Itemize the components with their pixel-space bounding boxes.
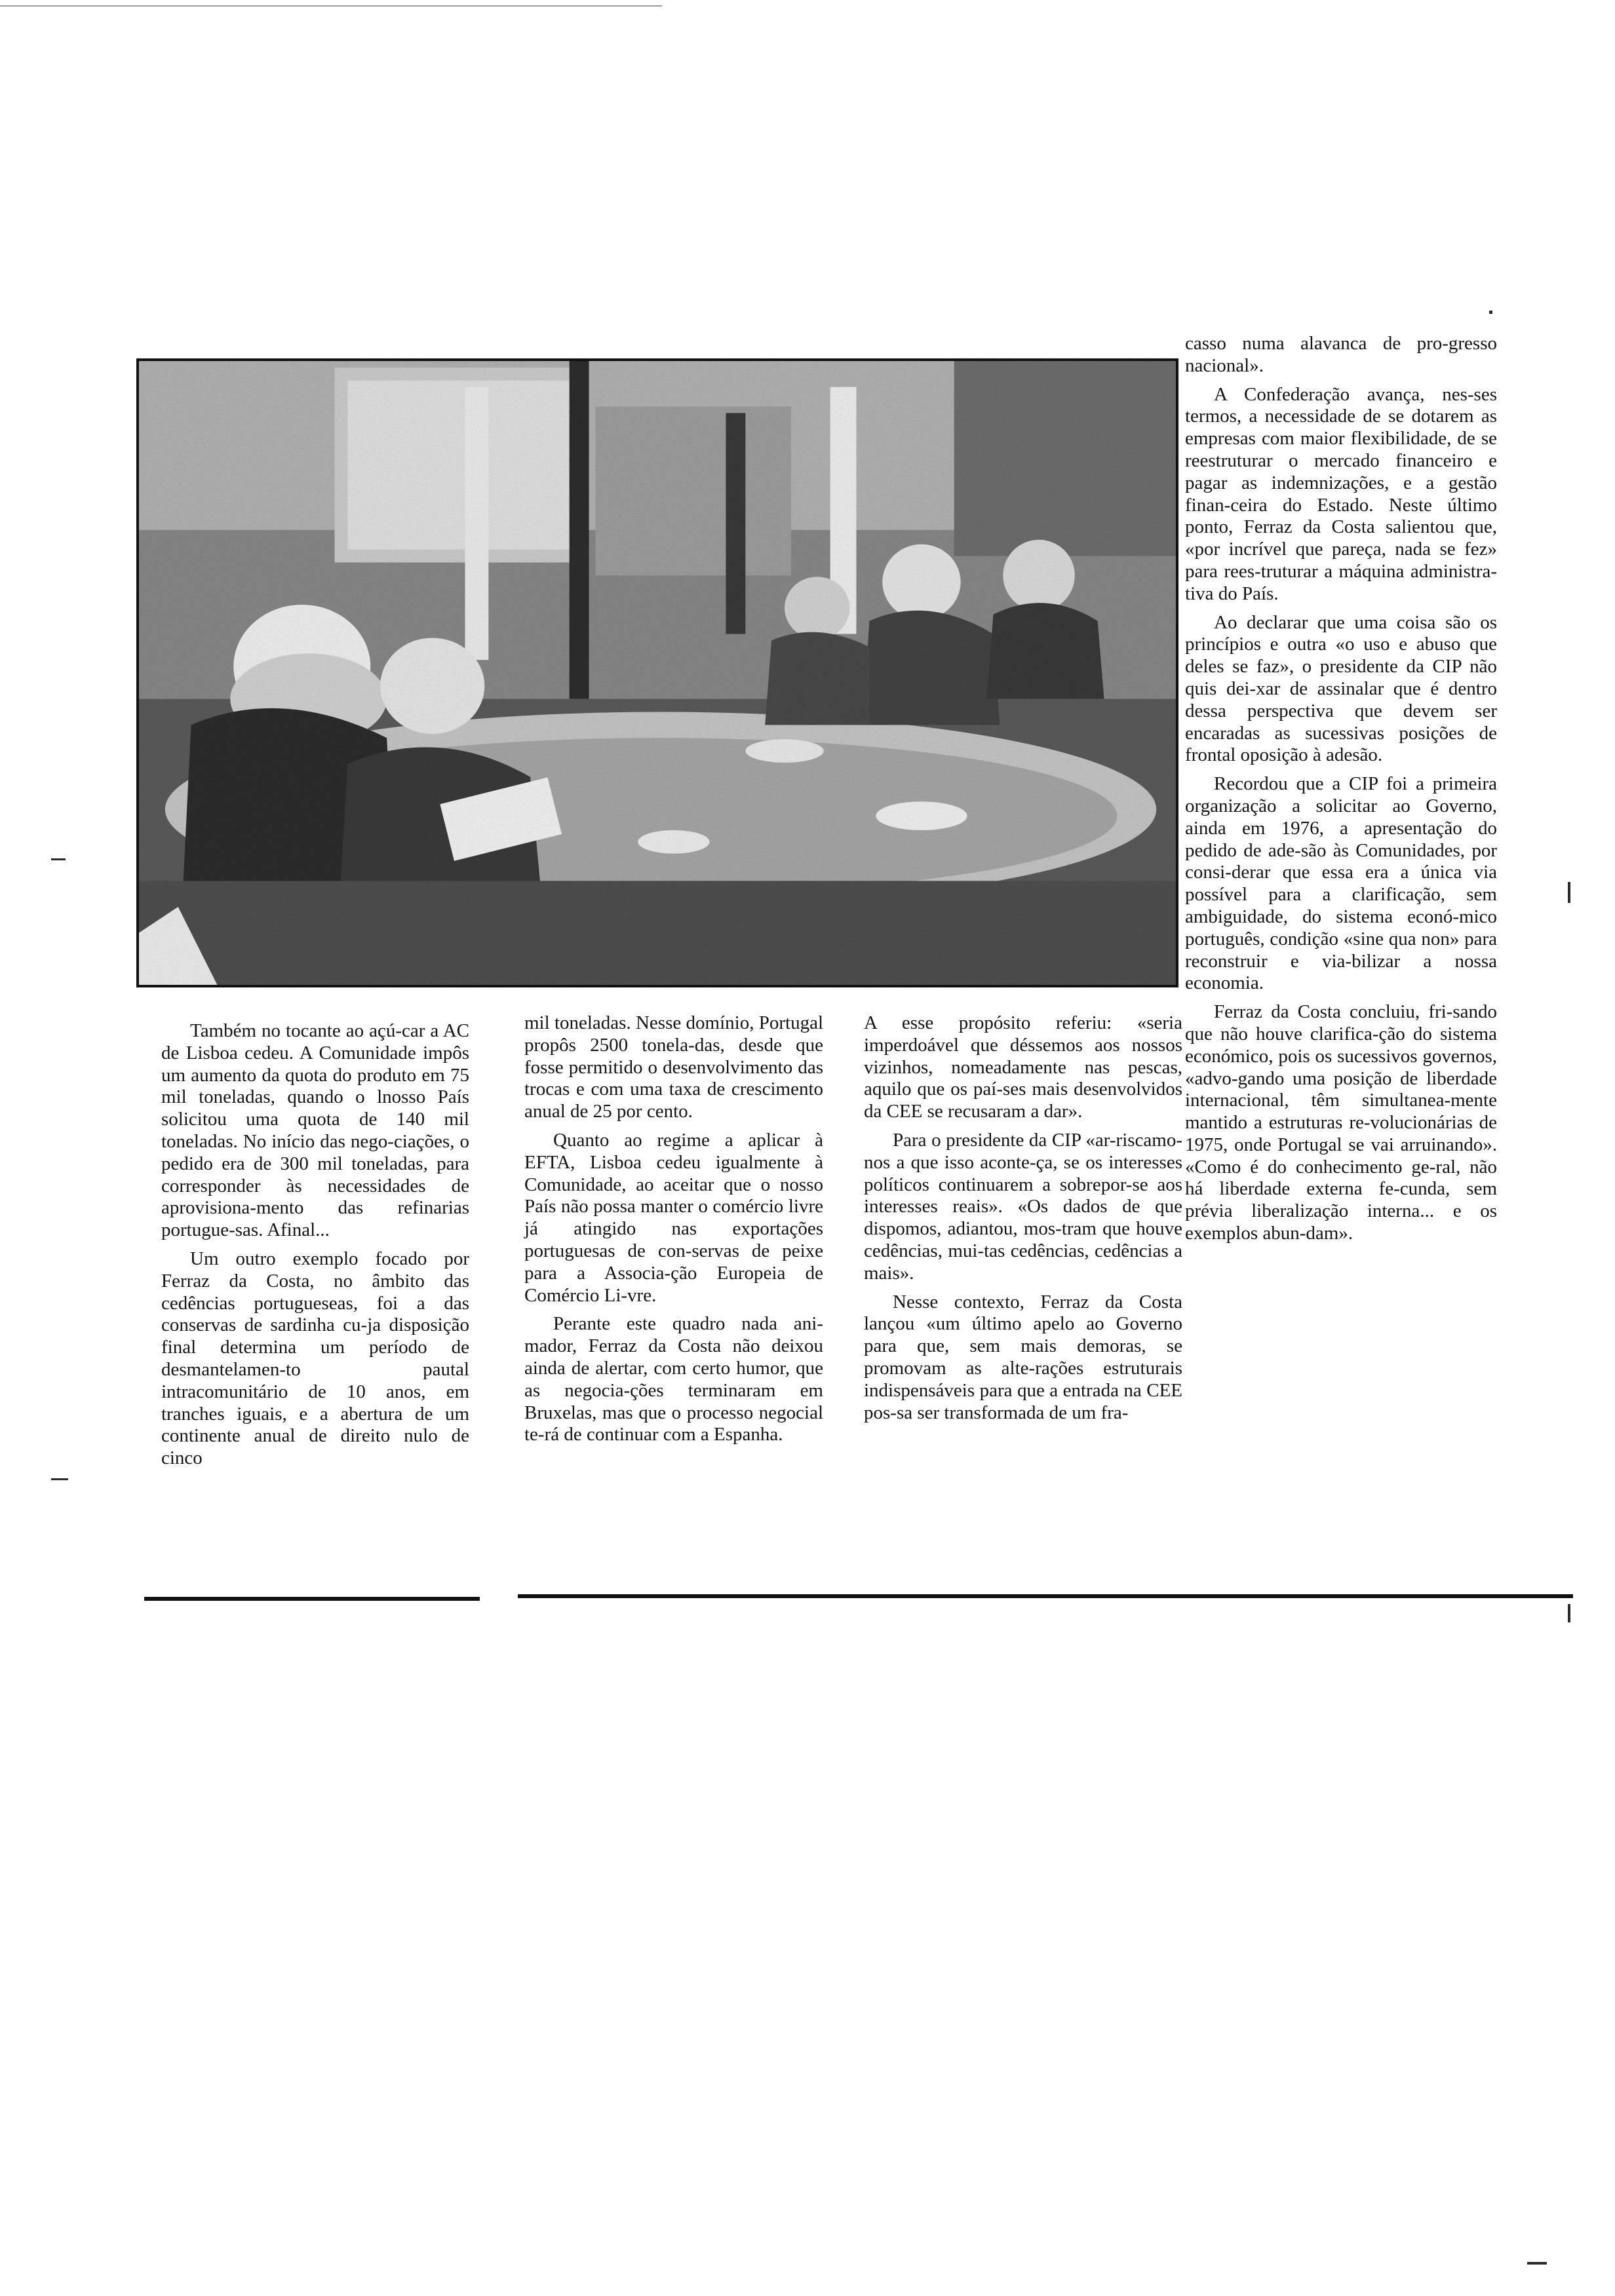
scan-speck bbox=[51, 1478, 68, 1480]
scan-speck bbox=[1568, 1604, 1570, 1622]
article-column-3 bbox=[864, 1012, 1182, 1424]
paragraph: Quanto ao regime a aplicar à EFTA, Lisboa cedeu igualmente à Comunidade, ao aceitar que o nosso País não possa manter o comércio livre já atingido nas exportações portuguesas de con-servas de peixe para a Associa-ção Europeia de Comércio Li-vre. bbox=[524, 1129, 823, 1306]
article-column-4 bbox=[1185, 333, 1497, 1245]
scan-speck bbox=[51, 858, 66, 860]
scan-speck bbox=[1568, 882, 1570, 903]
paragraph: Ao declarar que uma coisa são os princípios e outra «o uso e abuso que deles se faz», o presidente da CIP não quis dei-xar de assinalar que é dentro dessa perspectiva que devem ser encaradas as sucessivas posições de frontal oposição à adesão. bbox=[1185, 611, 1497, 766]
column-rule bbox=[518, 1594, 1573, 1598]
paragraph: Para o presidente da CIP «ar-riscamo-nos a que isso aconte-ça, se os interesses políticos continuarem a sobrepor-se aos interesses reais». «Os dados de que dispomos, adiantou, mos-tram que houve cedências, mui-tas cedências, cedências a mais». bbox=[864, 1129, 1182, 1284]
paragraph: Um outro exemplo focado por Ferraz da Costa, no âmbito das cedências portugueseas, foi a das conservas de sardinha cu-ja disposição final determina um período de desmantelamen-to pautal intracomunitário de 10 anos, em tranches iguais, e a abertura de um continente anual de direito nulo de cinco bbox=[161, 1248, 469, 1469]
scan-speck bbox=[1489, 311, 1492, 314]
paragraph: Perante este quadro nada ani-mador, Ferraz da Costa não deixou ainda de alertar, com certo humor, que as negocia-ções terminaram em Bruxelas, mas que o processo negocial te-rá de continuar com a Espanha. bbox=[524, 1313, 823, 1445]
paragraph: A Confederação avança, nes-ses termos, a necessidade de se dotarem as empresas com maior flexibilidade, de se reestruturar o mercado financeiro e pagar as indemnizações, e a gestão finan-ceira do Estado. Neste último ponto, Ferraz da Costa salientou que, «por incrível que pareça, nada se fez» para rees-truturar a máquina administra-tiva do País. bbox=[1185, 383, 1497, 604]
column-rule bbox=[144, 1597, 480, 1601]
article-column-2 bbox=[524, 1012, 823, 1446]
paragraph: mil toneladas. Nesse domínio, Portugal propôs 2500 tonela-das, desde que fosse permitido o desenvolvimento das trocas e com uma taxa de crescimento anual de 25 por cento. bbox=[524, 1012, 823, 1122]
article-column-1 bbox=[161, 1020, 469, 1470]
paragraph: casso numa alavanca de pro-gresso nacional». bbox=[1185, 333, 1497, 376]
paragraph: Ferraz da Costa concluiu, fri-sando que não houve clarifica-ção do sistema económico, pois os sucessivos governos, «advo-gando uma posição de liberdade internacional, têm simultanea-mente mantido a estruturas re-volucionárias de 1975, onde Portugal se vai arruinando». «Como é do conhecimento ge-ral, não há liberdade externa fe-cunda, sem prévia liberalização interna... e os exemplos abun-dam». bbox=[1185, 1001, 1497, 1244]
paragraph: Também no tocante ao açú-car a AC de Lisboa cedeu. A Comunidade impôs um aumento da quota do produto em 75 mil toneladas, quando o lnosso País solicitou uma quota de 140 mil toneladas. No início das nego-ciações, o pedido era de 300 mil toneladas, para corresponder às necessidades de aprovisiona-mento das refinarias portugue-sas. Afinal... bbox=[161, 1020, 469, 1241]
paragraph: Nesse contexto, Ferraz da Costa lançou «um último apelo ao Governo para que, sem mais demoras, se promovam as alte-rações estruturais indispensáveis para que a entrada na CEE pos-sa ser transformada de um fra- bbox=[864, 1291, 1182, 1423]
paragraph: Recordou que a CIP foi a primeira organização a solicitar ao Governo, ainda em 1976, a apresentação do pedido de ade-são às Comunidades, por consi-derar que essa era a única via possível para a clarificação, sem ambiguidade, do sistema econó-mico português, condição «sine qua non» para reconstruir e via-bilizar a nossa economia. bbox=[1185, 773, 1497, 994]
scan-edge-line bbox=[0, 5, 662, 7]
meeting-photo bbox=[136, 358, 1178, 987]
paragraph: A esse propósito referiu: «seria imperdoável que déssemos aos nossos vizinhos, nomeadamente nas pescas, aquilo que os paí-ses mais desenvolvidos da CEE se recusaram a dar». bbox=[864, 1012, 1182, 1122]
scan-speck bbox=[1527, 2262, 1547, 2265]
